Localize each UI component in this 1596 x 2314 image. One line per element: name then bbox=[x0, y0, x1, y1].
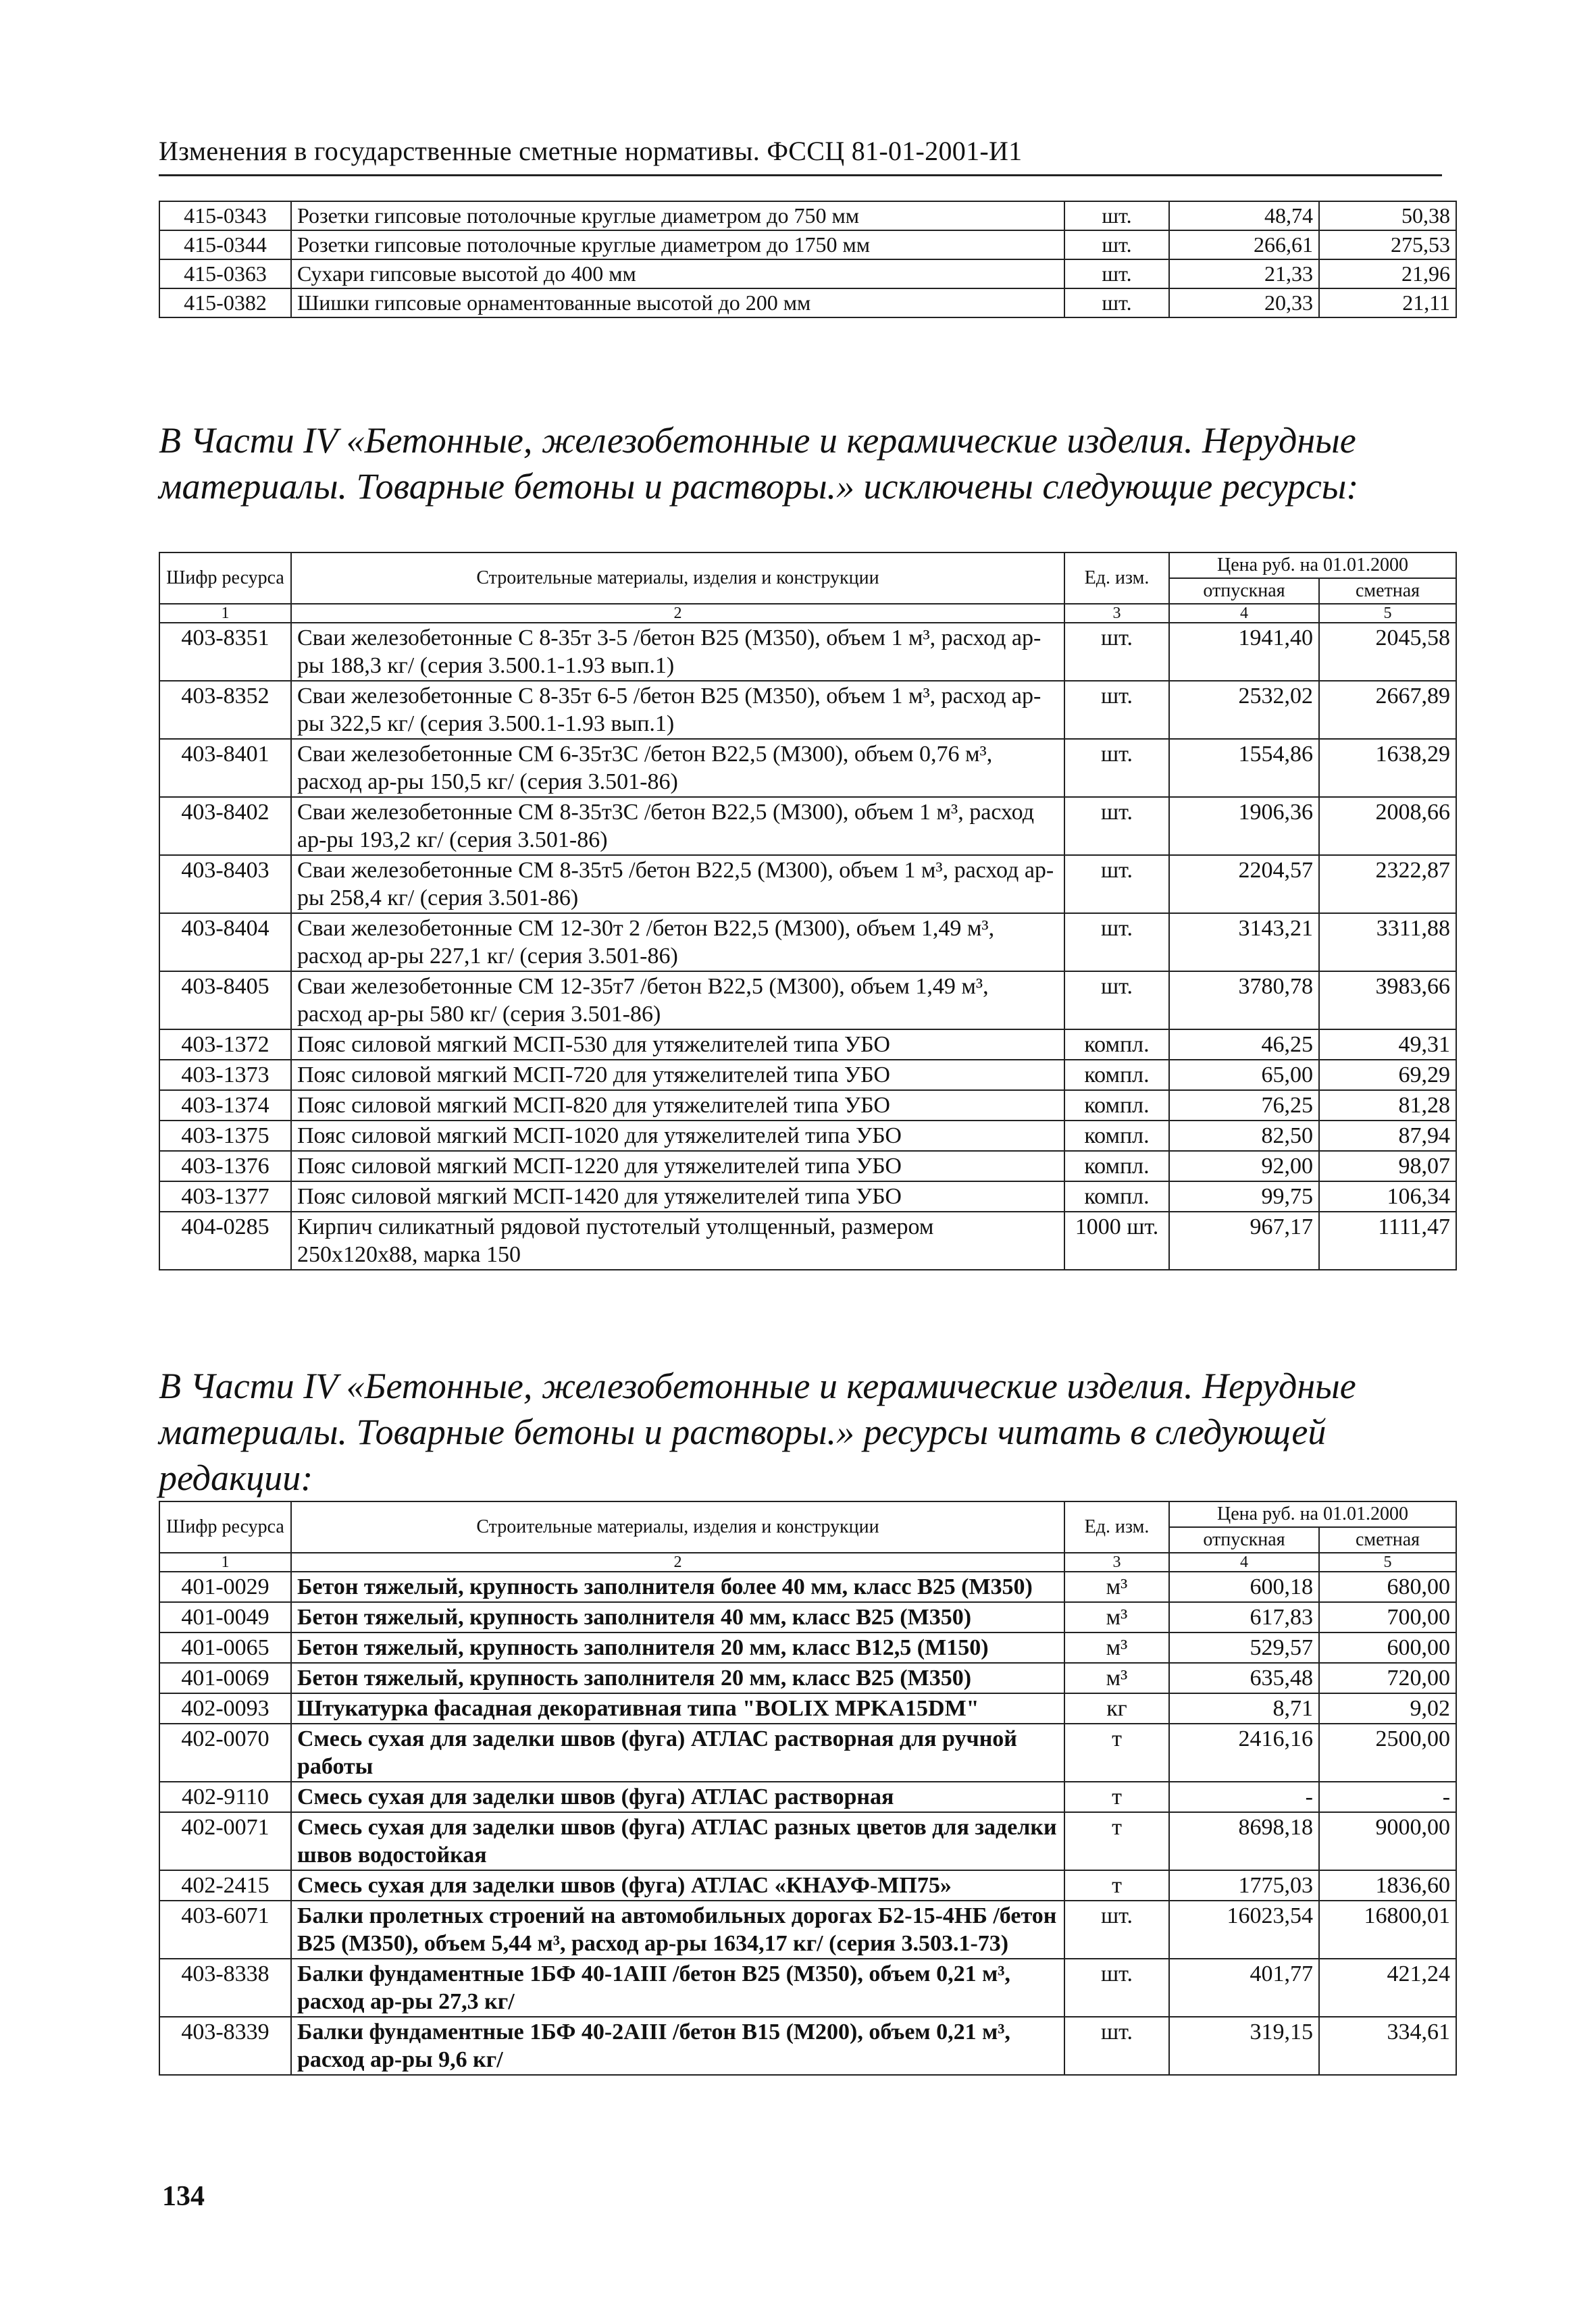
release-price: 99,75 bbox=[1169, 1181, 1319, 1212]
unit: шт. bbox=[1064, 971, 1169, 1029]
unit: шт. bbox=[1064, 259, 1169, 288]
table-row bbox=[159, 2017, 1456, 2075]
resource-name: Пояс силовой мягкий МСП-1420 для утяжелителей типа УБО bbox=[291, 1181, 1064, 1212]
table-excluded-resources bbox=[159, 552, 1457, 1270]
col-number: 2 bbox=[291, 1553, 1064, 1572]
estimate-price: 1836,60 bbox=[1319, 1870, 1456, 1901]
resource-name: Смесь сухая для заделки швов (фуга) АТЛАС растворная bbox=[291, 1782, 1064, 1812]
col-header-estimate: сметная bbox=[1319, 1527, 1456, 1553]
resource-name: Пояс силовой мягкий МСП-1220 для утяжелителей типа УБО bbox=[291, 1151, 1064, 1181]
resource-code: 403-1373 bbox=[159, 1060, 291, 1090]
col-header-price: Цена руб. на 01.01.2000 bbox=[1169, 552, 1456, 578]
resource-code: 403-8405 bbox=[159, 971, 291, 1029]
resource-name: Бетон тяжелый, крупность заполнителя 20 мм, класс В25 (М350) bbox=[291, 1663, 1064, 1693]
resource-code: 402-2415 bbox=[159, 1870, 291, 1901]
resource-code: 403-8404 bbox=[159, 913, 291, 971]
unit: т bbox=[1064, 1870, 1169, 1901]
col-number: 3 bbox=[1064, 1553, 1169, 1572]
unit: шт. bbox=[1064, 1959, 1169, 2017]
estimate-price: 21,96 bbox=[1319, 259, 1456, 288]
resource-code: 403-8352 bbox=[159, 681, 291, 739]
release-price: 3143,21 bbox=[1169, 913, 1319, 971]
resource-name: Розетки гипсовые потолочные круглые диаметром до 1750 мм bbox=[291, 230, 1064, 259]
resource-name: Пояс силовой мягкий МСП-1020 для утяжелителей типа УБО bbox=[291, 1121, 1064, 1151]
estimate-price: 334,61 bbox=[1319, 2017, 1456, 2075]
release-price: 2416,16 bbox=[1169, 1724, 1319, 1782]
estimate-price: 2667,89 bbox=[1319, 681, 1456, 739]
release-price: 21,33 bbox=[1169, 259, 1319, 288]
estimate-price: 9,02 bbox=[1319, 1693, 1456, 1724]
release-price: 20,33 bbox=[1169, 288, 1319, 317]
resource-code: 403-1375 bbox=[159, 1121, 291, 1151]
estimate-price: 2500,00 bbox=[1319, 1724, 1456, 1782]
estimate-price: 69,29 bbox=[1319, 1060, 1456, 1090]
col-number: 5 bbox=[1319, 1553, 1456, 1572]
unit: т bbox=[1064, 1724, 1169, 1782]
estimate-price: 21,11 bbox=[1319, 288, 1456, 317]
table-row bbox=[159, 230, 1456, 259]
resource-code: 401-0065 bbox=[159, 1632, 291, 1663]
resource-code: 403-6071 bbox=[159, 1901, 291, 1959]
col-header-code: Шифр ресурса bbox=[159, 1501, 291, 1553]
unit: компл. bbox=[1064, 1121, 1169, 1151]
table-row bbox=[159, 1812, 1456, 1870]
resource-code: 402-0093 bbox=[159, 1693, 291, 1724]
resource-code: 403-1376 bbox=[159, 1151, 291, 1181]
release-price: 967,17 bbox=[1169, 1212, 1319, 1270]
col-number: 1 bbox=[159, 1553, 291, 1572]
resource-code: 403-8402 bbox=[159, 797, 291, 855]
release-price: 401,77 bbox=[1169, 1959, 1319, 2017]
estimate-price: 421,24 bbox=[1319, 1959, 1456, 2017]
resource-name: Балки фундаментные 1БФ 40-2АIII /бетон В15 (М200), объем 0,21 м³, расход ар-ры 9,6 кг/ bbox=[291, 2017, 1064, 2075]
unit: шт. bbox=[1064, 855, 1169, 913]
resource-name: Штукатурка фасадная декоративная типа "BOLIX MPKA15DM" bbox=[291, 1693, 1064, 1724]
estimate-price: 720,00 bbox=[1319, 1663, 1456, 1693]
estimate-price: 9000,00 bbox=[1319, 1812, 1456, 1870]
table-row bbox=[159, 1602, 1456, 1632]
table-row bbox=[159, 1724, 1456, 1782]
resource-code: 403-1372 bbox=[159, 1029, 291, 1060]
col-header-name: Строительные материалы, изделия и конструкции bbox=[291, 1501, 1064, 1553]
table-continued bbox=[159, 201, 1457, 318]
table-row bbox=[159, 1959, 1456, 2017]
resource-name: Шишки гипсовые орнаментованные высотой до 200 мм bbox=[291, 288, 1064, 317]
release-price: 1554,86 bbox=[1169, 739, 1319, 797]
col-header-release: отпускная bbox=[1169, 1527, 1319, 1553]
release-price: 635,48 bbox=[1169, 1663, 1319, 1693]
unit: м³ bbox=[1064, 1572, 1169, 1602]
col-header-estimate: сметная bbox=[1319, 578, 1456, 604]
resource-code: 415-0343 bbox=[159, 201, 291, 230]
unit: компл. bbox=[1064, 1181, 1169, 1212]
unit: шт. bbox=[1064, 797, 1169, 855]
resource-name: Смесь сухая для заделки швов (фуга) АТЛАС разных цветов для заделки швов водостойкая bbox=[291, 1812, 1064, 1870]
col-number: 3 bbox=[1064, 604, 1169, 623]
resource-code: 401-0029 bbox=[159, 1572, 291, 1602]
col-header-unit: Ед. изм. bbox=[1064, 1501, 1169, 1553]
estimate-price: 2045,58 bbox=[1319, 623, 1456, 681]
resource-code: 401-0069 bbox=[159, 1663, 291, 1693]
resource-code: 415-0344 bbox=[159, 230, 291, 259]
col-number: 2 bbox=[291, 604, 1064, 623]
release-price: 2204,57 bbox=[1169, 855, 1319, 913]
release-price: 8,71 bbox=[1169, 1693, 1319, 1724]
col-header-name: Строительные материалы, изделия и конструкции bbox=[291, 552, 1064, 604]
unit: шт. bbox=[1064, 739, 1169, 797]
resource-code: 403-1374 bbox=[159, 1090, 291, 1121]
header-rule bbox=[159, 174, 1442, 176]
resource-name: Кирпич силикатный рядовой пустотелый утолщенный, размером 250х120х88, марка 150 bbox=[291, 1212, 1064, 1270]
resource-code: 402-0071 bbox=[159, 1812, 291, 1870]
unit: шт. bbox=[1064, 681, 1169, 739]
col-number: 1 bbox=[159, 604, 291, 623]
unit: шт. bbox=[1064, 913, 1169, 971]
release-price: 1941,40 bbox=[1169, 623, 1319, 681]
release-price: 319,15 bbox=[1169, 2017, 1319, 2075]
unit: шт. bbox=[1064, 288, 1169, 317]
resource-name: Смесь сухая для заделки швов (фуга) АТЛАС растворная для ручной работы bbox=[291, 1724, 1064, 1782]
resource-code: 403-8339 bbox=[159, 2017, 291, 2075]
table-row bbox=[159, 797, 1456, 855]
estimate-price: 106,34 bbox=[1319, 1181, 1456, 1212]
table-row bbox=[159, 1901, 1456, 1959]
unit: т bbox=[1064, 1782, 1169, 1812]
resource-name: Бетон тяжелый, крупность заполнителя 40 мм, класс В25 (М350) bbox=[291, 1602, 1064, 1632]
table-row bbox=[159, 1090, 1456, 1121]
release-price: 65,00 bbox=[1169, 1060, 1319, 1090]
col-number: 5 bbox=[1319, 604, 1456, 623]
table-row bbox=[159, 259, 1456, 288]
col-number: 4 bbox=[1169, 604, 1319, 623]
resource-code: 402-9110 bbox=[159, 1782, 291, 1812]
col-number: 4 bbox=[1169, 1553, 1319, 1572]
estimate-price: 16800,01 bbox=[1319, 1901, 1456, 1959]
resource-name: Бетон тяжелый, крупность заполнителя 20 мм, класс В12,5 (М150) bbox=[291, 1632, 1064, 1663]
table-row bbox=[159, 1693, 1456, 1724]
resource-name: Сваи железобетонные СМ 8-35т3С /бетон В22,5 (М300), объем 1 м³, расход ар-ры 193,2 кг/ (серия 3.501-86) bbox=[291, 797, 1064, 855]
resource-name: Сухари гипсовые высотой до 400 мм bbox=[291, 259, 1064, 288]
resource-name: Сваи железобетонные СМ 12-30т 2 /бетон В22,5 (М300), объем 1,49 м³, расход ар-ры 227,1 кг/ (серия 3.501-86) bbox=[291, 913, 1064, 971]
unit: шт. bbox=[1064, 1901, 1169, 1959]
resource-name: Бетон тяжелый, крупность заполнителя более 40 мм, класс В25 (М350) bbox=[291, 1572, 1064, 1602]
table-row bbox=[159, 1029, 1456, 1060]
release-price: 600,18 bbox=[1169, 1572, 1319, 1602]
release-price: 46,25 bbox=[1169, 1029, 1319, 1060]
resource-code: 401-0049 bbox=[159, 1602, 291, 1632]
table-row bbox=[159, 1212, 1456, 1270]
unit: кг bbox=[1064, 1693, 1169, 1724]
section-heading-excluded: В Части IV «Бетонные, железобетонные и керамические изделия. Нерудные материалы. Товарные бетоны и растворы.» исключены следующие ресурсы: bbox=[159, 420, 1359, 507]
table-revised-resources bbox=[159, 1501, 1457, 2076]
unit: шт. bbox=[1064, 2017, 1169, 2075]
estimate-price: 275,53 bbox=[1319, 230, 1456, 259]
estimate-price: 3983,66 bbox=[1319, 971, 1456, 1029]
col-header-release: отпускная bbox=[1169, 578, 1319, 604]
estimate-price: 680,00 bbox=[1319, 1572, 1456, 1602]
release-price: 1906,36 bbox=[1169, 797, 1319, 855]
resource-name: Пояс силовой мягкий МСП-820 для утяжелителей типа УБО bbox=[291, 1090, 1064, 1121]
col-header-unit: Ед. изм. bbox=[1064, 552, 1169, 604]
resource-name: Сваи железобетонные С 8-35т 3-5 /бетон В25 (М350), объем 1 м³, расход ар-ры 188,3 кг/ (серия 3.500.1-1.93 вып.1) bbox=[291, 623, 1064, 681]
unit: компл. bbox=[1064, 1029, 1169, 1060]
resource-code: 403-8401 bbox=[159, 739, 291, 797]
resource-name: Сваи железобетонные СМ 6-35т3С /бетон В22,5 (М300), объем 0,76 м³, расход ар-ры 150,5 кг/ (серия 3.501-86) bbox=[291, 739, 1064, 797]
resource-name: Балки пролетных строений на автомобильных дорогах Б2-15-4НБ /бетон В25 (М350), объем 5,44 м³, расход ар-ры 1634,17 кг/ (серия 3.503.1-73) bbox=[291, 1901, 1064, 1959]
estimate-price: 2008,66 bbox=[1319, 797, 1456, 855]
release-price: 529,57 bbox=[1169, 1632, 1319, 1663]
release-price: 16023,54 bbox=[1169, 1901, 1319, 1959]
resource-code: 403-8338 bbox=[159, 1959, 291, 2017]
estimate-price: 600,00 bbox=[1319, 1632, 1456, 1663]
table-row bbox=[159, 1060, 1456, 1090]
page-number: 134 bbox=[162, 2181, 205, 2212]
release-price: 8698,18 bbox=[1169, 1812, 1319, 1870]
release-price: - bbox=[1169, 1782, 1319, 1812]
resource-code: 415-0382 bbox=[159, 288, 291, 317]
table-row bbox=[159, 288, 1456, 317]
unit: шт. bbox=[1064, 201, 1169, 230]
unit: компл. bbox=[1064, 1151, 1169, 1181]
release-price: 92,00 bbox=[1169, 1151, 1319, 1181]
estimate-price: 87,94 bbox=[1319, 1121, 1456, 1151]
unit: шт. bbox=[1064, 623, 1169, 681]
table-row bbox=[159, 1121, 1456, 1151]
unit: м³ bbox=[1064, 1663, 1169, 1693]
resource-name: Смесь сухая для заделки швов (фуга) АТЛАС «КНАУФ-МП75» bbox=[291, 1870, 1064, 1901]
table-row bbox=[159, 739, 1456, 797]
resource-code: 415-0363 bbox=[159, 259, 291, 288]
col-header-price: Цена руб. на 01.01.2000 bbox=[1169, 1501, 1456, 1527]
resource-name: Розетки гипсовые потолочные круглые диаметром до 750 мм bbox=[291, 201, 1064, 230]
release-price: 2532,02 bbox=[1169, 681, 1319, 739]
release-price: 82,50 bbox=[1169, 1121, 1319, 1151]
col-header-code: Шифр ресурса bbox=[159, 552, 291, 604]
release-price: 3780,78 bbox=[1169, 971, 1319, 1029]
resource-name: Балки фундаментные 1БФ 40-1АIII /бетон В25 (М350), объем 0,21 м³, расход ар-ры 27,3 кг/ bbox=[291, 1959, 1064, 2017]
release-price: 1775,03 bbox=[1169, 1870, 1319, 1901]
estimate-price: 1638,29 bbox=[1319, 739, 1456, 797]
resource-code: 403-8403 bbox=[159, 855, 291, 913]
table-row bbox=[159, 913, 1456, 971]
table-row bbox=[159, 855, 1456, 913]
resource-name: Пояс силовой мягкий МСП-720 для утяжелителей типа УБО bbox=[291, 1060, 1064, 1090]
unit: компл. bbox=[1064, 1090, 1169, 1121]
table-row bbox=[159, 1181, 1456, 1212]
release-price: 76,25 bbox=[1169, 1090, 1319, 1121]
resource-name: Сваи железобетонные СМ 8-35т5 /бетон В22,5 (М300), объем 1 м³, расход ар-ры 258,4 кг/ (серия 3.501-86) bbox=[291, 855, 1064, 913]
table-row bbox=[159, 1151, 1456, 1181]
estimate-price: - bbox=[1319, 1782, 1456, 1812]
resource-code: 404-0285 bbox=[159, 1212, 291, 1270]
estimate-price: 1111,47 bbox=[1319, 1212, 1456, 1270]
resource-name: Пояс силовой мягкий МСП-530 для утяжелителей типа УБО bbox=[291, 1029, 1064, 1060]
estimate-price: 49,31 bbox=[1319, 1029, 1456, 1060]
estimate-price: 98,07 bbox=[1319, 1151, 1456, 1181]
release-price: 617,83 bbox=[1169, 1602, 1319, 1632]
table-row bbox=[159, 681, 1456, 739]
unit: 1000 шт. bbox=[1064, 1212, 1169, 1270]
resource-code: 403-1377 bbox=[159, 1181, 291, 1212]
resource-name: Сваи железобетонные С 8-35т 6-5 /бетон В25 (М350), объем 1 м³, расход ар-ры 322,5 кг/ (серия 3.500.1-1.93 вып.1) bbox=[291, 681, 1064, 739]
unit: м³ bbox=[1064, 1602, 1169, 1632]
unit: т bbox=[1064, 1812, 1169, 1870]
table-row bbox=[159, 1870, 1456, 1901]
release-price: 48,74 bbox=[1169, 201, 1319, 230]
unit: компл. bbox=[1064, 1060, 1169, 1090]
release-price: 266,61 bbox=[1169, 230, 1319, 259]
estimate-price: 50,38 bbox=[1319, 201, 1456, 230]
resource-code: 403-8351 bbox=[159, 623, 291, 681]
section-heading-revised: В Части IV «Бетонные, железобетонные и керамические изделия. Нерудные материалы. Товарные бетоны и растворы.» ресурсы читать в следующей редакции: bbox=[159, 1366, 1356, 1498]
table-row bbox=[159, 1663, 1456, 1693]
unit: м³ bbox=[1064, 1632, 1169, 1663]
table-row bbox=[159, 1632, 1456, 1663]
table-row bbox=[159, 1782, 1456, 1812]
resource-code: 402-0070 bbox=[159, 1724, 291, 1782]
estimate-price: 2322,87 bbox=[1319, 855, 1456, 913]
estimate-price: 81,28 bbox=[1319, 1090, 1456, 1121]
table-row bbox=[159, 623, 1456, 681]
table-row bbox=[159, 201, 1456, 230]
estimate-price: 700,00 bbox=[1319, 1602, 1456, 1632]
table-row bbox=[159, 1572, 1456, 1602]
estimate-price: 3311,88 bbox=[1319, 913, 1456, 971]
table-row bbox=[159, 971, 1456, 1029]
running-header: Изменения в государственные сметные нормативы. ФССЦ 81-01-2001-И1 bbox=[159, 136, 1023, 166]
unit: шт. bbox=[1064, 230, 1169, 259]
resource-name: Сваи железобетонные СМ 12-35т7 /бетон В22,5 (М300), объем 1,49 м³, расход ар-ры 580 кг/ (серия 3.501-86) bbox=[291, 971, 1064, 1029]
